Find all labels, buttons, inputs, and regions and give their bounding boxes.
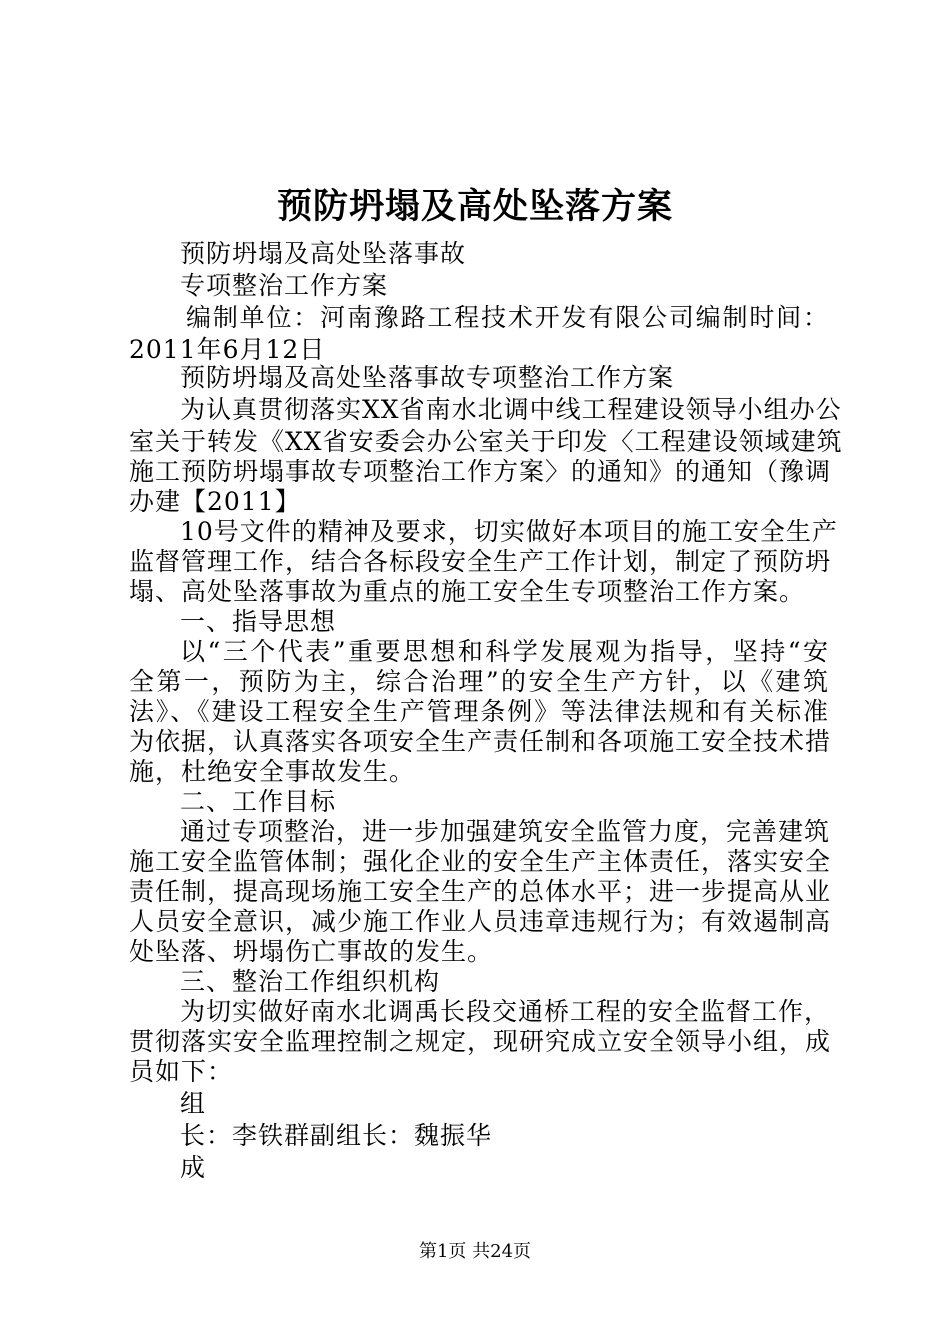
section-title: 预防坍塌及高处坠落事故专项整治工作方案 xyxy=(180,363,675,392)
paragraph-line: 监督管理工作，结合各标段安全生产工作计划，制定了预防坍 xyxy=(129,547,832,576)
paragraph-line: 施工预防坍塌事故专项整治工作方案〉的通知》的通知（豫调 xyxy=(129,457,832,486)
paragraph-line: 全第一，预防为主，综合治理”的安全生产方针，以《建筑 xyxy=(129,667,829,696)
paragraph-line: 责任制，提高现场施工安全生产的总体水平；进一步提高从业 xyxy=(129,877,832,906)
paragraph-line: 为认真贯彻落实XX省南水北调中线工程建设领导小组办公 xyxy=(180,395,842,424)
heading-work-goals: 二、工作目标 xyxy=(180,787,337,816)
paragraph-line: 10号文件的精神及要求，切实做好本项目的施工安全生产 xyxy=(180,517,838,546)
paragraph-line: 室关于转发《XX省安委会办公室关于印发〈工程建设领域建筑 xyxy=(129,427,843,456)
subtitle-line-1: 预防坍塌及高处坠落事故 xyxy=(180,239,467,268)
list-line: 组 xyxy=(180,1089,207,1118)
paragraph-line: 以“三个代表”重要思想和科学发展观为指导，坚持“安 xyxy=(180,637,829,666)
heading-organization: 三、整治工作组织机构 xyxy=(180,967,441,996)
document-title: 预防坍塌及高处坠落方案 xyxy=(276,186,673,227)
paragraph-line: 处坠落、坍塌伤亡事故的发生。 xyxy=(129,937,494,966)
paragraph-line: 施，杜绝安全事故发生。 xyxy=(129,757,416,786)
page-footer: 第1页 共24页 xyxy=(418,1241,532,1262)
list-line: 成 xyxy=(180,1153,207,1182)
paragraph-line: 为依据，认真落实各项安全生产责任制和各项施工安全技术措 xyxy=(129,727,832,756)
paragraph-line: 员如下： xyxy=(129,1057,234,1086)
leader-line: 长：李铁群副组长：魏振华 xyxy=(180,1121,493,1150)
heading-guiding-thought: 一、指导思想 xyxy=(180,607,337,636)
author-line: 编制单位：河南豫路工程技术开发有限公司编制时间： xyxy=(186,303,829,332)
paragraph-line: 办建【2011】 xyxy=(129,487,301,516)
paragraph-line: 法》、《建设工程安全生产管理条例》等法律法规和有关标准 xyxy=(129,697,829,726)
paragraph-line: 塌、高处坠落事故为重点的施工安全生专项整治工作方案。 xyxy=(129,577,806,606)
paragraph-line: 为切实做好南水北调禹长段交通桥工程的安全监督工作， xyxy=(180,997,831,1026)
paragraph-line: 施工安全监管体制；强化企业的安全生产主体责任，落实安全 xyxy=(129,847,832,876)
paragraph-line: 人员安全意识，减少施工作业人员违章违规行为；有效遏制高 xyxy=(129,907,832,936)
subtitle-line-2: 专项整治工作方案 xyxy=(180,271,389,300)
paragraph-line: 通过专项整治，进一步加强建筑安全监管力度，完善建筑 xyxy=(180,817,831,846)
date-line: 2011年6月12日 xyxy=(129,335,326,364)
paragraph-line: 贯彻落实安全监理控制之规定，现研究成立安全领导小组，成 xyxy=(129,1027,832,1056)
